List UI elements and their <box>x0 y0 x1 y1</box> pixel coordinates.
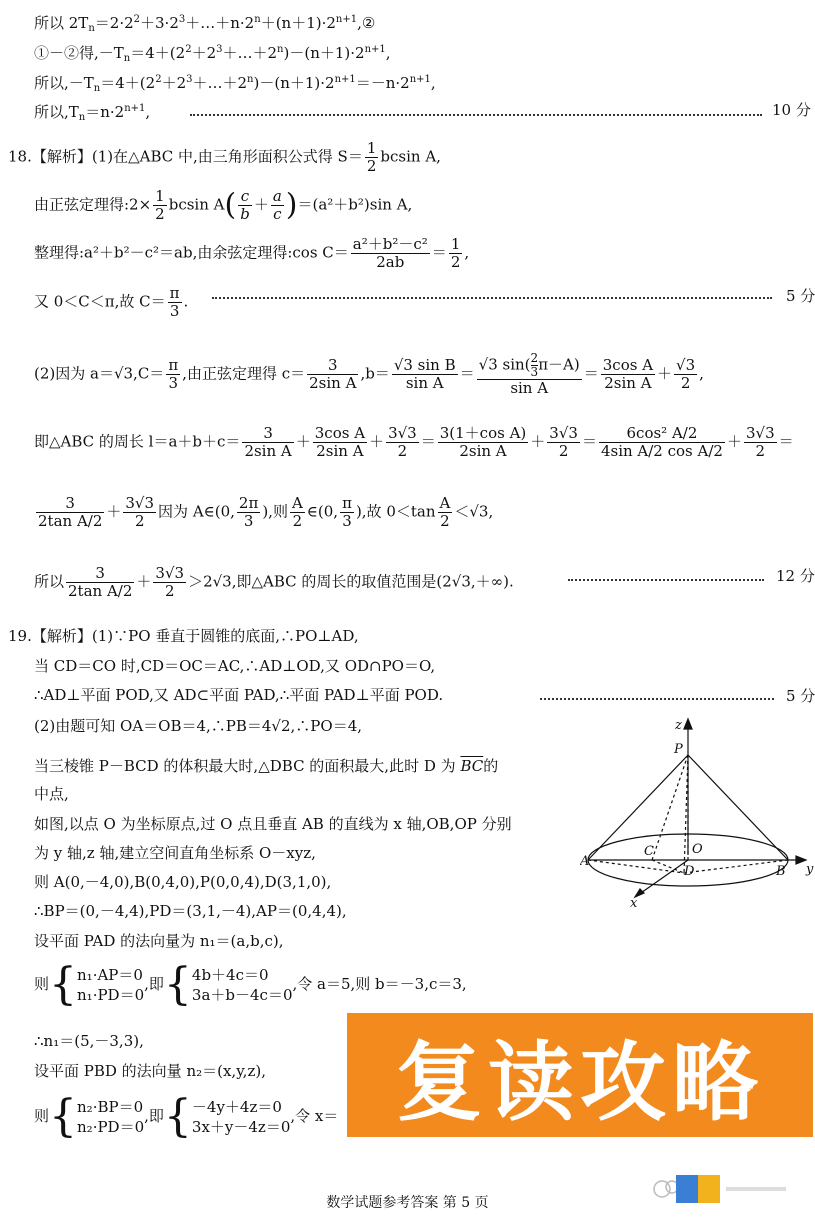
q19-line-6: 中点, <box>34 785 69 803</box>
q18-line-3: 整理得:a²＋b²－c²＝ab,由余弦定理得:cos C＝ $\frac{\text{a²＋b²－c²}}{2ab}$ ＝ $\frac{1}{2}$ , <box>34 235 470 271</box>
q19-line-5: 当三棱锥 P－BCD 的体积最大时,△DBC 的面积最大,此时 D 为 $\overline{BC}$的 <box>34 757 499 775</box>
q19-line-3: ∴AD⊥平面 POD,又 AD⊂平面 PAD,∴平面 PAD⊥平面 POD. <box>34 686 444 704</box>
dot-leader <box>212 297 772 299</box>
q18-part2: (2)因为 a＝√3,C＝ $\frac{\pi}{3}$ ,由正弦定理得 c＝ $\frac{3}{\text{2sin A}}$ ,b＝ $\frac{\text{√3 sin B}}{\text{sin A}}$ ＝ √3 sin( $\frac{2}{3}$ π－A) sin A ＝ $\frac{\text{3cos A}}{\text{2sin A}}$ ＋ $\frac{√3}{2}$ , <box>34 351 704 397</box>
line-3: 所以$,-T_n=4+(2^2+2^3+\dots+2^n)-(n+1)\cdot 2^{n+1}=-n\cdot 2^{n+1}$, <box>34 74 436 94</box>
label-p: P <box>674 742 683 757</box>
q19-line-7: 如图,以点 O 为坐标原点,过 O 点且垂直 AB 的直线为 x 轴,OB,OP 分别 <box>34 815 512 833</box>
label-a: A <box>580 854 590 869</box>
dot-leader <box>568 579 764 581</box>
label-d: D <box>684 864 695 879</box>
q19-system-1: 则{ n₁·AP＝0 n₁·PD＝0 ,即{ 4b＋4c＝0 3a＋b－4c＝0 ,令 a＝5,则 b＝－3,c＝3, <box>34 959 467 1010</box>
label-z: z <box>675 718 682 733</box>
q18-line-4: 又 0＜C＜π,故 C＝ $\frac{\pi}{3}$ . <box>34 284 189 320</box>
label-o: O <box>692 842 703 857</box>
q19-heading: 19.【解析】(1)∵PO 垂直于圆锥的底面,∴PO⊥AD, <box>8 627 359 645</box>
q19-line-8: 为 y 轴,z 轴,建立空间直角坐标系 O－xyz, <box>34 844 316 862</box>
label-x: x <box>630 896 638 910</box>
label-c: C <box>644 844 654 859</box>
cone-figure <box>580 715 815 910</box>
q18-heading: 18.【解析】(1)在△ABC 中,由三角形面积公式得 S＝ $\frac{1}{2}$ bcsin A, <box>8 139 441 175</box>
q18-final: 所以 $\frac{3}{\text{2tan A/2}}$ ＋ $\frac{3√3}{2}$ ＞2√3,即△ABC 的周长的取值范围是(2√3,＋∞). <box>34 564 514 600</box>
q19-line-2: 当 CD＝CO 时,CD＝OC＝AC,∴AD⊥OD,又 OD∩PO＝O, <box>34 657 436 675</box>
q19-system-2: 则{ n₂·BP＝0 n₂·PD＝0 ,即{ －4y＋4z＝0 3x＋y－4z＝0 ,令 x＝ <box>34 1091 339 1142</box>
q18-perimeter: 即△ABC 的周长 l＝a＋b＋c＝ $\frac{3}{\text{2sin A}}$ ＋ $\frac{\text{3cos A}}{\text{2sin A}}$ ＋ $\frac{3√3}{2}$ ＝ $\frac{\text{3(1＋cos A)}}{\text{2sin A}}$ ＋ $\frac{3√3}{2}$ ＝ $\frac{\text{6cos² A/2}}{\text{4sin A/2 cos A/2}}$ ＋ $\frac{3√3}{2}$ ＝ <box>34 424 794 460</box>
q19-line-10: ∴BP＝(0,－4,4),PD＝(3,1,－4),AP＝(0,4,4), <box>34 902 347 920</box>
dot-leader <box>190 114 762 116</box>
q18-range: $\frac{3}{\text{2tan A/2}}$ ＋ $\frac{3√3}{2}$ 因为 A∈(0, $\frac{2\pi}{3}$ ),则 $\frac{A}{2}$ ∈(0, $\frac{\pi}{3}$ ),故 0＜tan $\frac{A}{2}$ ＜√3, <box>38 494 494 530</box>
promo-banner <box>347 1013 813 1137</box>
page-footer: 数学试题参考答案 第 5 页 <box>326 1195 489 1211</box>
q19-line-14: 设平面 PBD 的法向量 n₂＝(x,y,z), <box>34 1062 266 1080</box>
score: 10 分 <box>772 101 811 119</box>
label-b: B <box>776 864 786 879</box>
score: 12 分 <box>776 567 815 585</box>
label-y: y <box>806 862 814 877</box>
score: 5 分 <box>786 687 815 705</box>
q19-line-11: 设平面 PAD 的法向量为 n₁＝(a,b,c), <box>34 932 284 950</box>
q19-line-13: ∴n₁＝(5,－3,3), <box>34 1032 144 1050</box>
score: 5 分 <box>786 287 815 305</box>
q19-line-9: 则 A(0,－4,0),B(0,4,0),P(0,0,4),D(3,1,0), <box>34 873 332 891</box>
line-2: ①－②得$,-T_n=4+(2^2+2^3+\dots+2^n)-(n+1)\cdot 2^{n+1}$, <box>34 44 391 64</box>
line-4: 所以$,T_n=n\cdot 2^{n+1}$, <box>34 103 151 123</box>
q18-line-2: 由正弦定理得:2× $\frac{1}{2}$ bcsin A( $\frac{c}{b}$ ＋ $\frac{a}{c}$ )＝(a²＋b²)sin A, <box>34 187 413 223</box>
line-1: 所以 $2T_n=2\cdot 2^2+3\cdot 2^3+\dots+n\cdot 2^n+(n+1)\cdot 2^{n+1},②$ <box>34 14 376 34</box>
banner-text: 复读攻略 <box>396 1033 764 1133</box>
dot-leader <box>540 698 774 700</box>
q19-line-4: (2)由题可知 OA＝OB＝4,∴PB＝4√2,∴PO＝4, <box>34 717 363 735</box>
